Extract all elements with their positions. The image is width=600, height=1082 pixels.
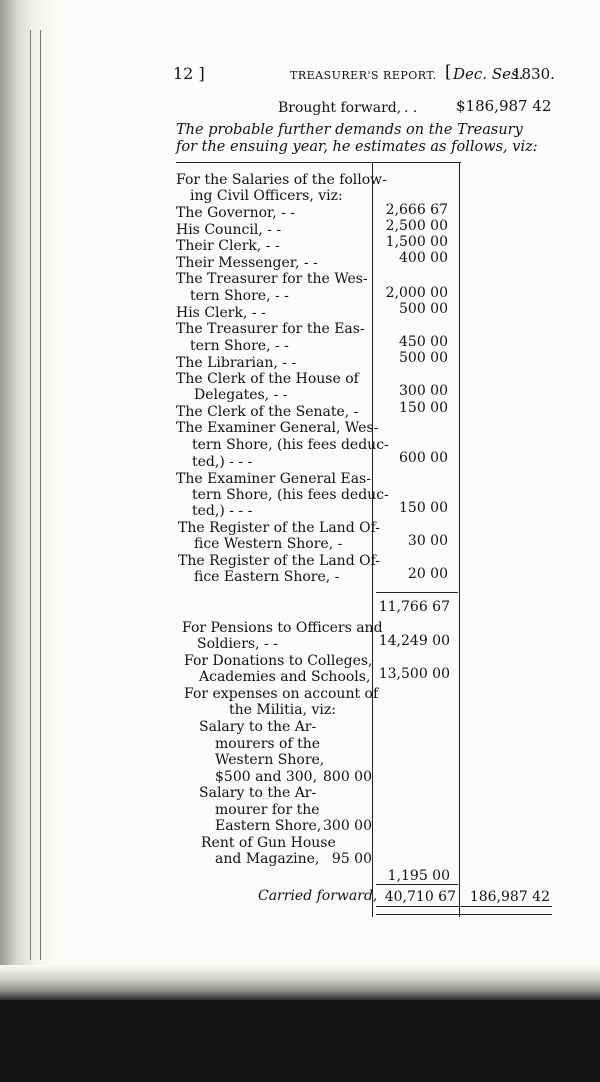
militia-heading-line-2: the Militia, viz:	[229, 702, 336, 718]
militia-item-line: Salary to the Ar-	[199, 719, 317, 735]
pensions-line-1: For Pensions to Officers and	[182, 620, 383, 636]
civil-item-amount: 500 00	[399, 350, 448, 366]
civil-item-line: Delegates, - -	[194, 387, 288, 403]
civil-item-line: tern Shore, (his fees deduc-	[192, 487, 389, 503]
book-spine-shadow	[0, 0, 58, 990]
civil-item-line: fice Eastern Shore, -	[194, 569, 340, 585]
civil-item-amount: 600 00	[399, 450, 448, 466]
civil-item-line: The Treasurer for the Wes-	[176, 271, 368, 287]
civil-item-amount: 150 00	[399, 500, 448, 516]
carried-forward-bottom-rule	[376, 914, 552, 915]
donations-line-1: For Donations to Colleges,	[184, 653, 373, 669]
civil-heading-line-1: For the Salaries of the follow-	[176, 172, 387, 188]
militia-item-line: Rent of Gun House	[201, 835, 336, 851]
civil-item-line: The Governor, - -	[176, 205, 295, 221]
civil-item-amount: 20 00	[407, 566, 448, 582]
civil-item-amount: 400 00	[399, 250, 448, 266]
spine-line	[40, 30, 41, 960]
civil-item-line: The Clerk of the Senate, -	[176, 404, 359, 420]
page-bottom-edge	[0, 965, 600, 1000]
civil-item-line: fice Western Shore, -	[194, 536, 343, 552]
brought-forward-label: Brought forward,	[278, 100, 402, 116]
session-bracket: [	[445, 62, 452, 82]
civil-item-amount: 500 00	[399, 301, 448, 317]
civil-subtotal: 11,766 67	[378, 599, 450, 615]
civil-item-line: tern Shore, - -	[190, 288, 289, 304]
civil-heading-line-2: ing Civil Officers, viz:	[190, 188, 343, 204]
subtotal-rule	[376, 592, 458, 593]
pensions-amount: 14,249 00	[378, 633, 450, 649]
militia-item-line: mourers of the	[215, 736, 321, 752]
civil-item-line: The Clerk of the House of	[176, 371, 359, 387]
brought-forward-dots: . .	[404, 100, 418, 116]
civil-item-amount: 300 00	[399, 383, 448, 399]
civil-item-line: The Treasurer for the Eas-	[176, 321, 365, 337]
civil-item-amount: 1,500 00	[385, 234, 448, 250]
militia-total-rule	[376, 884, 458, 885]
session: Dec. Ses.	[453, 65, 524, 83]
militia-item-line: and Magazine,	[215, 851, 320, 867]
year: 1830.	[512, 65, 555, 83]
carried-forward-top-rule	[376, 906, 552, 907]
civil-item-amount: 450 00	[399, 334, 448, 350]
civil-item-line: The Examiner General Eas-	[176, 471, 371, 487]
militia-item-amount: 800 00	[323, 769, 372, 785]
civil-item-line: The Examiner General, Wes-	[176, 420, 379, 436]
carried-forward-label: Carried forward,	[258, 888, 378, 904]
page-number: 12 ]	[173, 64, 205, 83]
militia-item-line: Salary to the Ar-	[199, 785, 317, 801]
pensions-line-2: Soldiers, - -	[197, 636, 278, 652]
militia-item-line: $500 and 300,	[215, 769, 318, 785]
civil-item-line: His Council, - -	[176, 222, 282, 238]
civil-item-amount: 30 00	[407, 533, 448, 549]
civil-item-amount: 2,500 00	[385, 218, 448, 234]
brought-forward-amount: $186,987 42	[456, 97, 552, 115]
column-rule-right	[459, 162, 460, 917]
table-top-rule	[176, 162, 461, 163]
civil-item-line: The Register of the Land Of-	[178, 553, 380, 569]
civil-item-amount: 2,666 67	[385, 202, 448, 218]
civil-item-line: Their Messenger, - -	[176, 255, 318, 271]
militia-item-amount: 95 00	[331, 851, 372, 867]
civil-item-line: ted,) - - -	[192, 503, 253, 519]
militia-item-line: mourer for the	[215, 802, 320, 818]
civil-item-line: The Register of the Land Of-	[178, 520, 380, 536]
militia-item-amount: 300 00	[323, 818, 372, 834]
column-rule-left	[372, 162, 373, 917]
militia-total: 1,195 00	[387, 868, 450, 884]
spine-line	[30, 30, 31, 960]
civil-item-amount: 2,000 00	[385, 285, 448, 301]
carried-forward-amount-mid: 40,710 67	[384, 889, 456, 905]
civil-item-line: The Librarian, - -	[176, 355, 297, 371]
civil-item-line: tern Shore, (his fees deduc-	[192, 437, 389, 453]
militia-item-line: Western Shore,	[215, 752, 325, 768]
civil-item-line: Their Clerk, - -	[176, 238, 280, 254]
civil-item-line: tern Shore, - -	[190, 338, 289, 354]
intro-line-2: for the ensuing year, he estimates as follows, viz:	[176, 139, 538, 155]
militia-item-line: Eastern Shore,	[215, 818, 322, 834]
carried-forward-amount-right: 186,987 42	[469, 889, 550, 905]
civil-item-line: His Clerk, - -	[176, 305, 266, 321]
donations-line-2: Academies and Schools,	[199, 669, 371, 685]
running-title: TREASURER'S REPORT.	[290, 69, 437, 82]
civil-item-amount: 150 00	[399, 400, 448, 416]
militia-heading-line-1: For expenses on account of	[184, 686, 379, 702]
civil-item-line: ted,) - - -	[192, 454, 253, 470]
donations-amount: 13,500 00	[378, 666, 450, 682]
intro-line-1: The probable further demands on the Treasury	[176, 122, 523, 138]
